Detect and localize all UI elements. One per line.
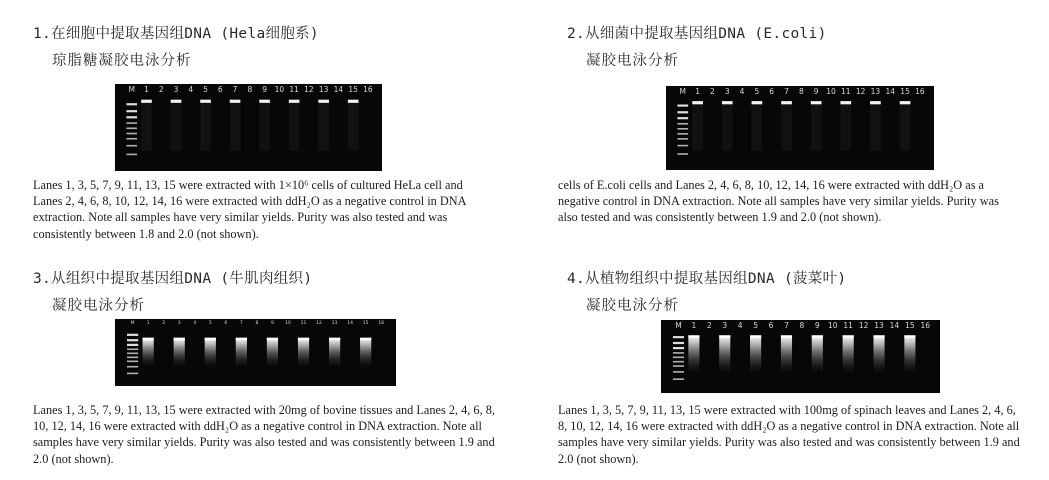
dna-band — [688, 335, 699, 338]
lane-label: 6 — [769, 87, 775, 96]
ladder-band — [126, 133, 137, 135]
band-trail — [722, 104, 733, 150]
ladder-band — [127, 348, 138, 350]
panel-2-caption: cells of E.coli cells and Lanes 2, 4, 6, 8, 10, 12, 14, 16 were extracted with ddH₂O as a negative control in DNA extraction. Note all samples have very similar yields. Purity was also tested and was consistently between 1.9 and 2.0 (not shown). — [558, 178, 999, 225]
dna-band — [840, 101, 851, 104]
lane-label: 14 — [333, 85, 344, 94]
lane-label: 5 — [754, 87, 760, 96]
panel-4-title: 4.从植物组织中提取基因组DNA (菠菜叶) — [567, 271, 847, 287]
band-trail — [171, 103, 182, 151]
dna-band — [348, 100, 359, 103]
dna-smear — [205, 338, 216, 366]
dna-band — [812, 335, 823, 338]
panel-3-caption: Lanes 1, 3, 5, 7, 9, 11, 13, 15 were extracted with 20mg of bovine tissues and Lanes 2, 4, 6, 8, 10, 12, 14, 16 were extracted with ddH₂O as a negative control in DNA extraction. Note all samples have very similar yields. Purity was also tested and was consistently between 1.9 and 2.0 (not shown). — [33, 403, 495, 466]
ladder-band — [127, 353, 138, 355]
gel-svg — [666, 86, 934, 170]
panel-4-gel-image — [661, 320, 940, 393]
lane-label: 13 — [870, 87, 881, 96]
lane-label: 2 — [706, 321, 712, 330]
ladder-band — [673, 352, 684, 354]
dna-smear — [298, 338, 309, 366]
dna-smear — [843, 335, 854, 372]
panel-4-caption: Lanes 1, 3, 5, 7, 9, 11, 13, 15 were extracted with 100mg of spinach leaves and Lanes 2, 4, 6, 8, 10, 12, 14, 16 were extracted with ddH₂O as a negative control in DNA extraction. Note all samples have very similar yields. Purity was also tested and was consistently between 1.9 and 2.0 (not shown). — [558, 403, 1020, 466]
lane-label: 16 — [363, 85, 373, 94]
lane-label: M — [679, 87, 687, 96]
ladder-band — [673, 378, 684, 380]
lane-label: 11 — [841, 87, 851, 96]
lane-label: 15 — [362, 321, 369, 326]
dna-band — [781, 335, 792, 338]
lane-label: 13 — [874, 321, 884, 330]
ladder-band — [677, 111, 688, 113]
panel-3-title: 3.从组织中提取基因组DNA (牛肌肉组织) — [33, 271, 313, 287]
lane-label: 15 — [900, 87, 910, 96]
dna-band — [811, 101, 822, 104]
dna-band — [289, 100, 300, 103]
dna-band — [904, 335, 915, 338]
lane-label: M — [675, 321, 682, 330]
dna-band — [171, 100, 182, 103]
panel-2-title: 2.从细菌中提取基因组DNA (E.coli) — [567, 26, 827, 42]
ladder-band — [127, 366, 138, 368]
lane-label: 12 — [855, 87, 866, 96]
dna-band — [298, 338, 309, 341]
ladder-band — [127, 344, 138, 346]
lane-label: 5 — [208, 321, 212, 326]
dna-band — [259, 100, 270, 103]
lane-label: 5 — [753, 321, 759, 330]
ladder-band — [673, 361, 684, 363]
lane-label: 8 — [247, 85, 253, 94]
lane-label: 1 — [691, 321, 697, 330]
lane-label: 16 — [920, 321, 931, 330]
band-trail — [259, 103, 270, 151]
dna-smear — [360, 338, 371, 366]
dna-smear — [329, 338, 340, 366]
dna-band — [143, 338, 154, 341]
band-trail — [752, 104, 763, 150]
dna-band — [873, 335, 884, 338]
band-trail — [348, 103, 359, 151]
lane-label: 4 — [739, 87, 745, 96]
ladder-band — [126, 145, 137, 147]
lane-label: 16 — [378, 321, 385, 326]
lane-label: 4 — [737, 321, 743, 330]
lane-label: 7 — [784, 87, 789, 96]
ladder-band — [127, 357, 138, 359]
lane-label: 2 — [710, 87, 715, 96]
lane-label: 14 — [889, 321, 900, 330]
lane-label: 9 — [813, 87, 819, 96]
lane-label: 3 — [722, 321, 728, 330]
ladder-band — [677, 117, 688, 119]
dna-band — [900, 101, 911, 104]
band-trail — [870, 104, 881, 150]
lane-label: 9 — [814, 321, 820, 330]
ladder-band — [677, 145, 688, 147]
ladder-band — [126, 128, 137, 130]
dna-band — [752, 101, 763, 104]
dna-smear — [143, 338, 154, 366]
dna-band — [141, 100, 152, 103]
ladder-band — [127, 373, 138, 375]
ladder-band — [127, 334, 138, 336]
dna-smear — [750, 335, 761, 372]
dna-band — [230, 100, 241, 103]
band-trail — [781, 104, 792, 150]
dna-smear — [781, 335, 792, 372]
lane-label: 3 — [177, 321, 181, 326]
lane-label: M — [128, 85, 135, 94]
lane-label: 8 — [798, 87, 804, 96]
lane-label: 15 — [348, 85, 358, 94]
dna-smear — [904, 335, 915, 372]
lane-label: 1 — [146, 321, 150, 326]
dna-band — [318, 100, 329, 103]
ladder-band — [126, 154, 137, 156]
lane-label: 14 — [347, 321, 353, 326]
ladder-band — [126, 103, 137, 105]
ladder-band — [673, 347, 684, 349]
lane-label: 10 — [274, 85, 285, 94]
lane-label: 1 — [144, 85, 149, 94]
lane-label: 16 — [915, 87, 925, 96]
lane-label: 11 — [843, 321, 853, 330]
lane-label: 7 — [232, 85, 238, 94]
dna-band — [781, 101, 792, 104]
band-trail — [200, 103, 211, 151]
lane-label: 1 — [695, 87, 700, 96]
lane-label: 5 — [203, 85, 208, 94]
lane-label: 12 — [304, 85, 314, 94]
band-trail — [840, 104, 851, 150]
ladder-band — [126, 122, 137, 124]
ladder-band — [677, 133, 688, 135]
band-trail — [811, 104, 822, 150]
ladder-band — [677, 138, 688, 140]
dna-band — [236, 338, 247, 341]
lane-label: 12 — [316, 321, 322, 326]
band-trail — [289, 103, 300, 151]
lane-label: 4 — [193, 321, 197, 326]
lane-label: 2 — [162, 321, 166, 326]
dna-band — [750, 335, 761, 338]
lane-label: 11 — [289, 85, 299, 94]
dna-band — [870, 101, 881, 104]
lane-label: 11 — [300, 321, 307, 326]
ladder-band — [673, 336, 684, 338]
panel-2-subtitle: 凝胶电泳分析 — [586, 53, 679, 69]
ladder-band — [126, 110, 137, 112]
panel-3-subtitle: 凝胶电泳分析 — [52, 298, 145, 314]
dna-band — [719, 335, 730, 338]
dna-smear — [812, 335, 823, 372]
dna-band — [843, 335, 854, 338]
ladder-band — [127, 361, 138, 363]
lane-label: 7 — [784, 321, 789, 330]
panel-4-subtitle: 凝胶电泳分析 — [586, 298, 679, 314]
band-trail — [900, 104, 911, 150]
dna-band — [360, 338, 371, 341]
lane-label: 8 — [255, 321, 259, 326]
dna-band — [174, 338, 185, 341]
lane-label: 3 — [724, 87, 730, 96]
lane-label: 12 — [858, 321, 869, 330]
ladder-band — [126, 116, 137, 118]
dna-smear — [719, 335, 730, 372]
panel-1-title: 1.在细胞中提取基因组DNA (Hela细胞系) — [33, 26, 319, 42]
lane-label: M — [130, 321, 135, 326]
gel-svg — [661, 320, 940, 393]
band-trail — [318, 103, 329, 151]
lane-label: 14 — [885, 87, 896, 96]
ladder-band — [673, 371, 684, 373]
panel-1-caption: Lanes 1, 3, 5, 7, 9, 11, 13, 15 were extracted with 1×10⁶ cells of cultured HeLa cell and Lanes 2, 4, 6, 8, 10, 12, 14, 16 were extracted with ddH₂O as a negative control in DNA extraction. Note all samples have very similar yields. Purity was also tested and was consistently between 1.8 and 2.0 (not shown). — [33, 178, 466, 241]
ladder-band — [126, 138, 137, 140]
ladder-band — [677, 153, 688, 155]
dna-smear — [174, 338, 185, 366]
lane-label: 3 — [173, 85, 179, 94]
lane-label: 9 — [262, 85, 267, 94]
ladder-band — [673, 357, 684, 359]
lane-label: 10 — [827, 321, 838, 330]
dna-smear — [873, 335, 884, 372]
dna-band — [205, 338, 216, 341]
dna-band — [329, 338, 340, 341]
ladder-band — [677, 128, 688, 130]
lane-label: 8 — [799, 321, 805, 330]
gel-svg — [115, 319, 396, 386]
dna-band — [692, 101, 703, 104]
dna-smear — [267, 338, 278, 366]
dna-smear — [688, 335, 699, 372]
lane-label: 2 — [158, 85, 164, 94]
lane-label: 9 — [271, 321, 274, 326]
band-trail — [141, 103, 152, 151]
lane-label: 7 — [239, 321, 243, 326]
lane-label: 6 — [224, 321, 228, 326]
lane-label: 4 — [188, 85, 194, 94]
lane-label: 13 — [318, 85, 329, 94]
ladder-band — [127, 339, 138, 341]
ladder-band — [677, 104, 688, 106]
panel-3-gel-image — [115, 319, 396, 386]
lane-label: 6 — [768, 321, 774, 330]
band-trail — [230, 103, 241, 151]
ladder-band — [673, 365, 684, 367]
dna-band — [200, 100, 211, 103]
panel-1-gel-image — [115, 84, 382, 171]
lane-label: 15 — [905, 321, 915, 330]
gel-svg — [115, 84, 382, 171]
panel-2-gel-image — [666, 86, 934, 170]
lane-label: 10 — [285, 321, 291, 326]
ladder-band — [673, 342, 684, 344]
panel-1-subtitle: 琼脂糖凝胶电泳分析 — [52, 53, 192, 69]
band-trail — [692, 104, 703, 150]
ladder-band — [677, 123, 688, 125]
dna-band — [267, 338, 278, 341]
dna-band — [722, 101, 733, 104]
dna-smear — [236, 338, 247, 366]
lane-label: 13 — [331, 321, 338, 326]
lane-label: 6 — [217, 85, 223, 94]
lane-label: 10 — [826, 87, 836, 96]
